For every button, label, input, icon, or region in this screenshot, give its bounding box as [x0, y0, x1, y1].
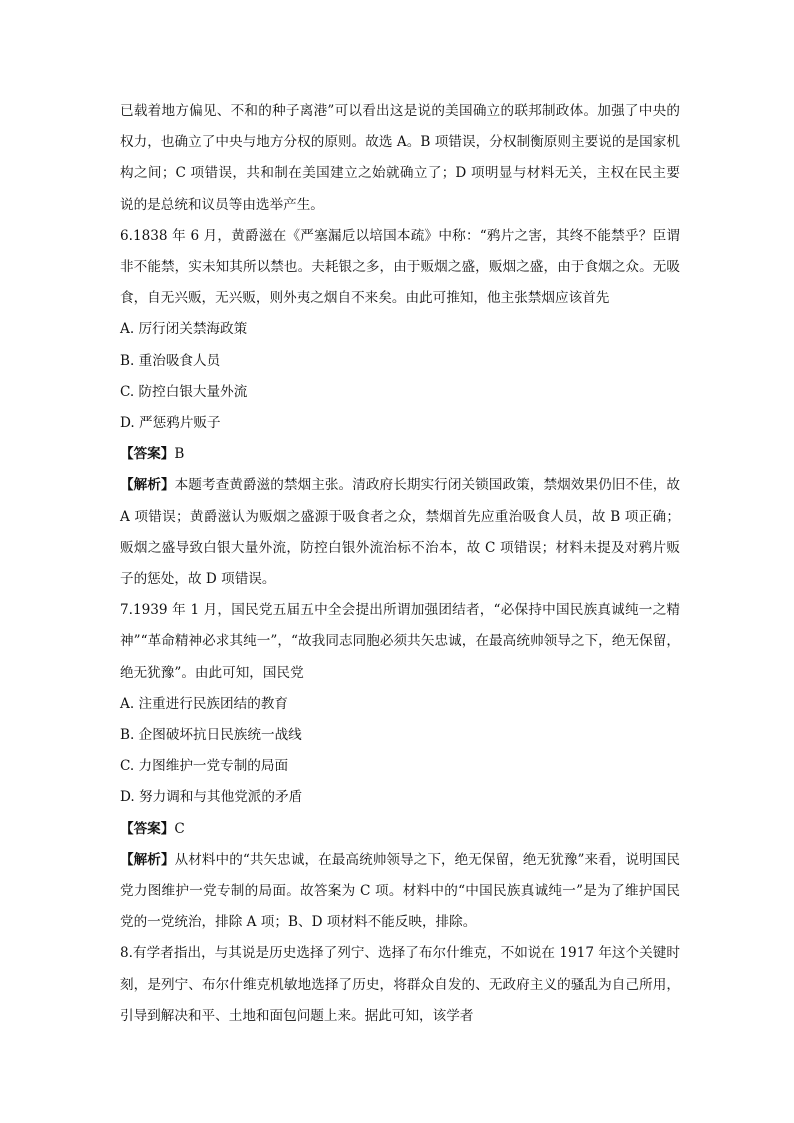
question-7-option-d: D. 努力调和与其他党派的矛盾: [120, 789, 303, 806]
question-6-option-a: A. 厉行闭关禁海政策: [120, 321, 248, 338]
question-7-option-c: C. 力图维护一党专制的局面: [120, 758, 289, 775]
analysis-text: 本题考查黄爵滋的禁烟主张。清政府长期实行闭关锁国政策，禁烟效果仍旧不佳，故 A 项错误；黄爵滋认为贩烟之盛源于吸食者之众，禁烟首先应重治吸食人员，故 B 项正确；贩烟之盛导致白银大量外流，防控白银外流治标不治本，故 C 项错误；材料未提及对鸦片贩子的惩处，故 D 项错误。: [120, 477, 680, 588]
answer-tag: 【答案】: [120, 820, 175, 837]
answer-tag: 【答案】: [120, 446, 175, 463]
question-8-stem: 8.有学者指出，与其说是历史选择了列宁、选择了布尔什维克，不如说在 1917 年这个关键时刻，是列宁、布尔什维克机敏地选择了历史，将群众自发的、无政府主义的骚乱为自己所用，引导到解决和平、土地和面包问题上来。据此可知，该学者: [120, 945, 680, 1024]
question-7-analysis: [120, 845, 680, 939]
question-7-option-b: B. 企图破坏抗日民族统一战线: [120, 727, 302, 744]
question-6-option-c: C. 防控白银大量外流: [120, 383, 248, 400]
question-6-stem: 6.1838 年 6 月，黄爵滋在《严塞漏卮以培国本疏》中称：“鸦片之害，其终不能禁乎？臣谓非不能禁，实未知其所以禁也。夫耗银之多，由于贩烟之盛，贩烟之盛，由于食烟之众。无吸食，自无兴贩，无兴贩，则外夷之烟自不来矣。由此可推知，他主张禁烟应该首先: [120, 227, 680, 307]
document-page: [120, 96, 680, 1032]
question-6-option-d: D. 严惩鸦片贩子: [120, 415, 221, 432]
question-7-option-a: A. 注重进行民族团结的教育: [120, 695, 288, 712]
analysis-text: 从材料中的“共矢忠诚，在最高统帅领导之下，绝无保留，绝无犹豫”来看，说明国民党力图维护一党专制的局面。故答案为 C 项。材料中的“中国民族真诚纯一”是为了维护国民党的一党统治，排除 A 项；B、D 项材料不能反映，排除。: [120, 851, 680, 931]
question-7-stem: 7.1939 年 1 月，国民党五届五中全会提出所谓加强团结者，“必保持中国民族真诚纯一之精神”“革命精神必求其纯一”，“故我同志同胞必须共矢忠诚，在最高统帅领导之下，绝无保留，绝无犹豫”。由此可知，国民党: [120, 602, 680, 681]
analysis-tag: 【解析】: [120, 851, 175, 868]
q5-analysis-continued: 已载着地方偏见、不和的种子离港”可以看出这是说的美国确立的联邦制政体。加强了中央的权力，也确立了中央与地方分权的原则。故选 A。B 项错误，分权制衡原则主要说的是国家机构之间；C 项错误，共和制在美国建立之始就确立了；D 项明显与材料无关，主权在民主要说的是总统和议员等由选举产生。: [120, 103, 680, 213]
analysis-tag: 【解析】: [120, 477, 175, 494]
question-6-option-b: B. 重治吸食人员: [120, 352, 221, 369]
question-6-analysis: [120, 470, 680, 595]
answer-value: C: [174, 820, 185, 837]
question-7-answer: [120, 814, 680, 845]
answer-value: B: [174, 446, 185, 463]
question-6-answer: [120, 439, 680, 470]
